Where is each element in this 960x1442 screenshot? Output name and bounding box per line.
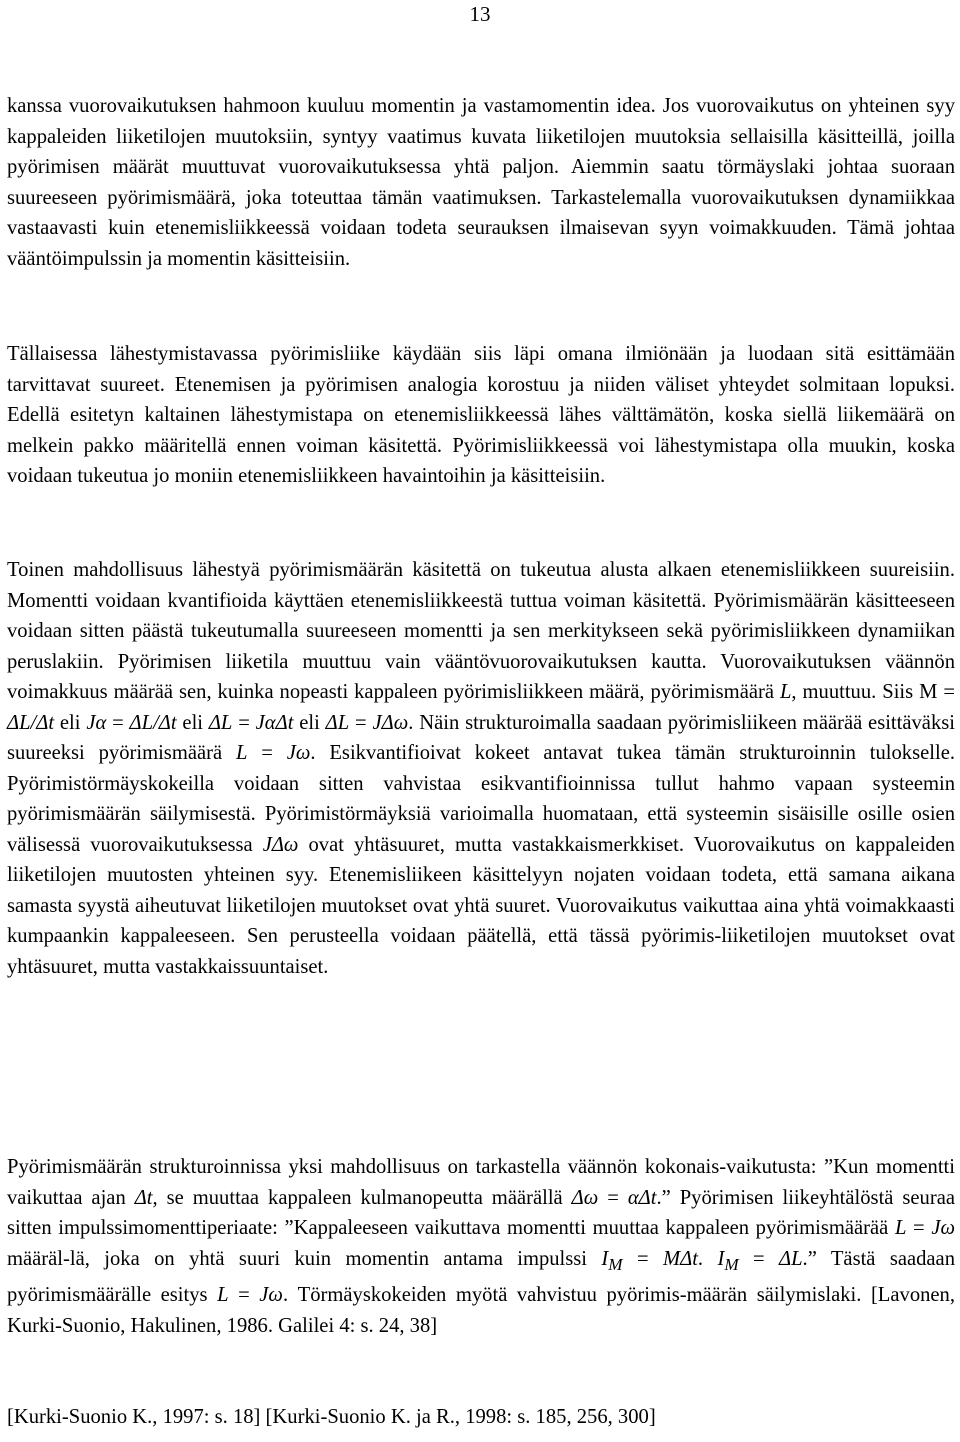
paragraph-3-text: =	[106, 711, 130, 734]
paragraph-2: Tällaisessa lähestymistavassa pyörimisliike käydään siis läpi omana ilmiönään ja luodaan sitä esittämään tarvittavat suureet. Etenemisen ja pyörimisen analogia korostuu ja niiden väliset yhteydet solmitaan lopuksi. Edellä esitetyn kaltainen lähestymistapa on etenemisliikkeessä lähes välttämätön, koska siellä liikemäärä on melkein pakko määritellä ennen voiman käsitettä. Pyörimisliikkeessä voi lähestymistapa olla muukin, koska voidaan tukeutua jo moniin etenemisliikkeen havaintoihin ja käsitteisiin.	[7, 343, 955, 487]
paragraph-3-text: . Esikvantifioivat kokeet antavat tukea tämän strukturoinnin tulokselle. Pyörimistörmäyskokeilla voidaan sitten vahvistaa esikvantifioinnissa tullut hahmo vapaan systeemin pyörimismäärän säilymisestä. Pyörimistörmäyksiä varioimalla huomataan, että systeemin sisäisille osille osien välisessä vuorovaikutuksessa	[7, 742, 955, 856]
math-subscript-M: M	[724, 1254, 739, 1274]
math-L: L	[235, 742, 248, 764]
paragraph-4-text: =	[598, 1186, 628, 1209]
paragraph-3-text: ovat yhtäsuuret, mutta vastakkaismerkkiset. Vuorovaikutus on kappaleiden liiketilojen muutosten yhteinen syy. Etenemisliikeen käsittelyyn nojaten voidaan todeta, että samana aikana samasta syystä aiheutuvat liiketilojen muutokset ovat yhtä suuret. Vuorovaikutus vaikuttaa aina yhtä voimakkaasti kumpaankin kappaleeseen. Sen perusteella voidaan päätellä, että tässä pyörimis-liiketilojen muutokset ovat yhtäsuuret, mutta vastakkaissuuntaiset.	[7, 833, 955, 978]
paragraph-4-text: .” Tästä saadaan pyörimismäärälle esitys	[7, 1247, 955, 1307]
math-dL: ΔL	[208, 711, 233, 734]
math-J-alpha-dt: JαΔt	[255, 711, 294, 734]
paragraph-4-text: Pyörimismäärän strukturoinnissa yksi mahdollisuus on tarkastella väännön kokonais-vaikutusta: ”Kun momentti vaikuttaa ajan	[7, 1156, 955, 1209]
math-domega: Δω	[571, 1186, 599, 1209]
paragraph-3-text: =	[247, 742, 287, 764]
math-J-domega: JΔω	[262, 833, 299, 856]
paragraph-3-text: . Näin strukturoimalla saadaan pyörimisliikeen määrää esittäväksi suureeksi pyörimismäärä	[7, 711, 955, 764]
paragraph-3-text: eli	[293, 711, 326, 734]
math-J-omega: Jω	[259, 1284, 283, 1307]
math-J-alpha: Jα	[86, 711, 107, 734]
paragraph-3	[7, 555, 955, 982]
paragraph-1: kanssa vuorovaikutuksen hahmoon kuuluu momentin ja vastamomentin idea. Jos vuorovaikutus on yhteinen syy kappaleiden liiketilojen muutoksiin, syntyy vaatimus kuvata liiketilojen muutoksia sellaisilla käsitteillä, joilla pyörimisen määrät muuttuvat vuorovaikutuksessa yhtä paljon. Aiemmin saatu törmäyslaki johtaa suoraan suureeseen pyörimismäärä, joka toteuttaa tämän vaatimuksen. Tarkastelemalla vuorovaikutuksen dynamiikkaa vastaavasti kuin etenemisliikkeessä voidaan todeta seurauksen ilmaisevan syyn voimakkuuden. Tämä johtaa vääntöimpulssin ja momentin käsitteisiin.	[7, 95, 955, 270]
math-L: L	[217, 1284, 229, 1307]
paragraph-4-text: .” Pyörimisen liikeyhtälöstä seuraa sitten impulssimomenttiperiaate: ”Kappaleeseen vaikuttava momentti muuttaa kappaleen pyörimismäärää	[7, 1186, 955, 1239]
page-number: 13	[469, 2, 491, 26]
math-subscript-M: M	[608, 1254, 623, 1274]
math-alpha-dt: αΔt	[627, 1186, 657, 1209]
paragraph-3-text: eli	[176, 711, 209, 734]
paragraph-4-text: . Törmäyskokeiden myötä vahvistuu pyörimis-määrän säilymislaki. [Lavonen, Kurki-Suonio, Hakulinen, 1986. Galilei 4: s. 24, 38]	[7, 1284, 955, 1337]
paragraph-3-text: eli	[54, 711, 87, 734]
math-M-dt: MΔt	[662, 1247, 698, 1270]
paragraph-3-text: Toinen mahdollisuus lähestyä pyörimismäärän käsitettä on tukeutua alusta alkaen etenemisliikkeen suureisiin. Momentti voidaan kvantifioida käyttäen etenemisliikkeestä tuttua voiman käsitettä. Pyörimismäärän käsitteeseen voidaan sitten päästä tukeutumalla suureeseen momentti ja sen merkitykseen sekä pyörimisliikkeen dynamiikan peruslakiin. Pyörimisen liiketila muuttuu vain vääntövuorovaikutuksen kautta. Vuorovaikutuksen väännön voimakkuus määrää sen, kuinka nopeasti kappaleen pyörimisliikkeen määrä, pyörimismäärä	[7, 559, 955, 703]
paragraph-4-text: määräl-lä, joka on yhtä suuri kuin momentin antama impulssi	[7, 1247, 602, 1270]
math-J-omega: Jω	[931, 1217, 955, 1239]
math-J-domega: JΔω	[372, 711, 409, 734]
paragraph-4-text: =	[622, 1247, 663, 1270]
math-I-M	[601, 1247, 623, 1274]
math-dL-dt: ΔL/Δt	[129, 711, 177, 734]
math-dL-dt: ΔL/Δt	[7, 711, 55, 734]
paragraph-4-text: .	[697, 1247, 718, 1270]
paragraph-4-text: =	[906, 1217, 932, 1239]
math-dL: ΔL	[779, 1247, 803, 1270]
paragraph-3-text: , muuttuu. Siis M =	[791, 681, 955, 703]
math-L: L	[894, 1217, 907, 1239]
paragraph-4-text: =	[738, 1247, 779, 1270]
paragraph-4	[7, 1152, 955, 1341]
paragraph-3-text: =	[232, 711, 256, 734]
math-dL: ΔL	[325, 711, 350, 734]
math-J-omega: Jω	[286, 742, 311, 764]
paragraph-4-text: =	[228, 1284, 260, 1307]
math-L: L	[779, 681, 792, 703]
math-dt: Δt	[134, 1186, 153, 1209]
paragraph-5-references: [Kurki-Suonio K., 1997: s. 18] [Kurki-Suonio K. ja R., 1998: s. 185, 256, 300]	[7, 1406, 656, 1428]
paragraph-4-text: , se muuttaa kappaleen kulmanopeutta määrällä	[152, 1186, 572, 1209]
math-I-M	[717, 1247, 739, 1274]
math-I: I	[601, 1247, 609, 1270]
paragraph-3-text: =	[349, 711, 373, 734]
math-I: I	[717, 1247, 725, 1270]
